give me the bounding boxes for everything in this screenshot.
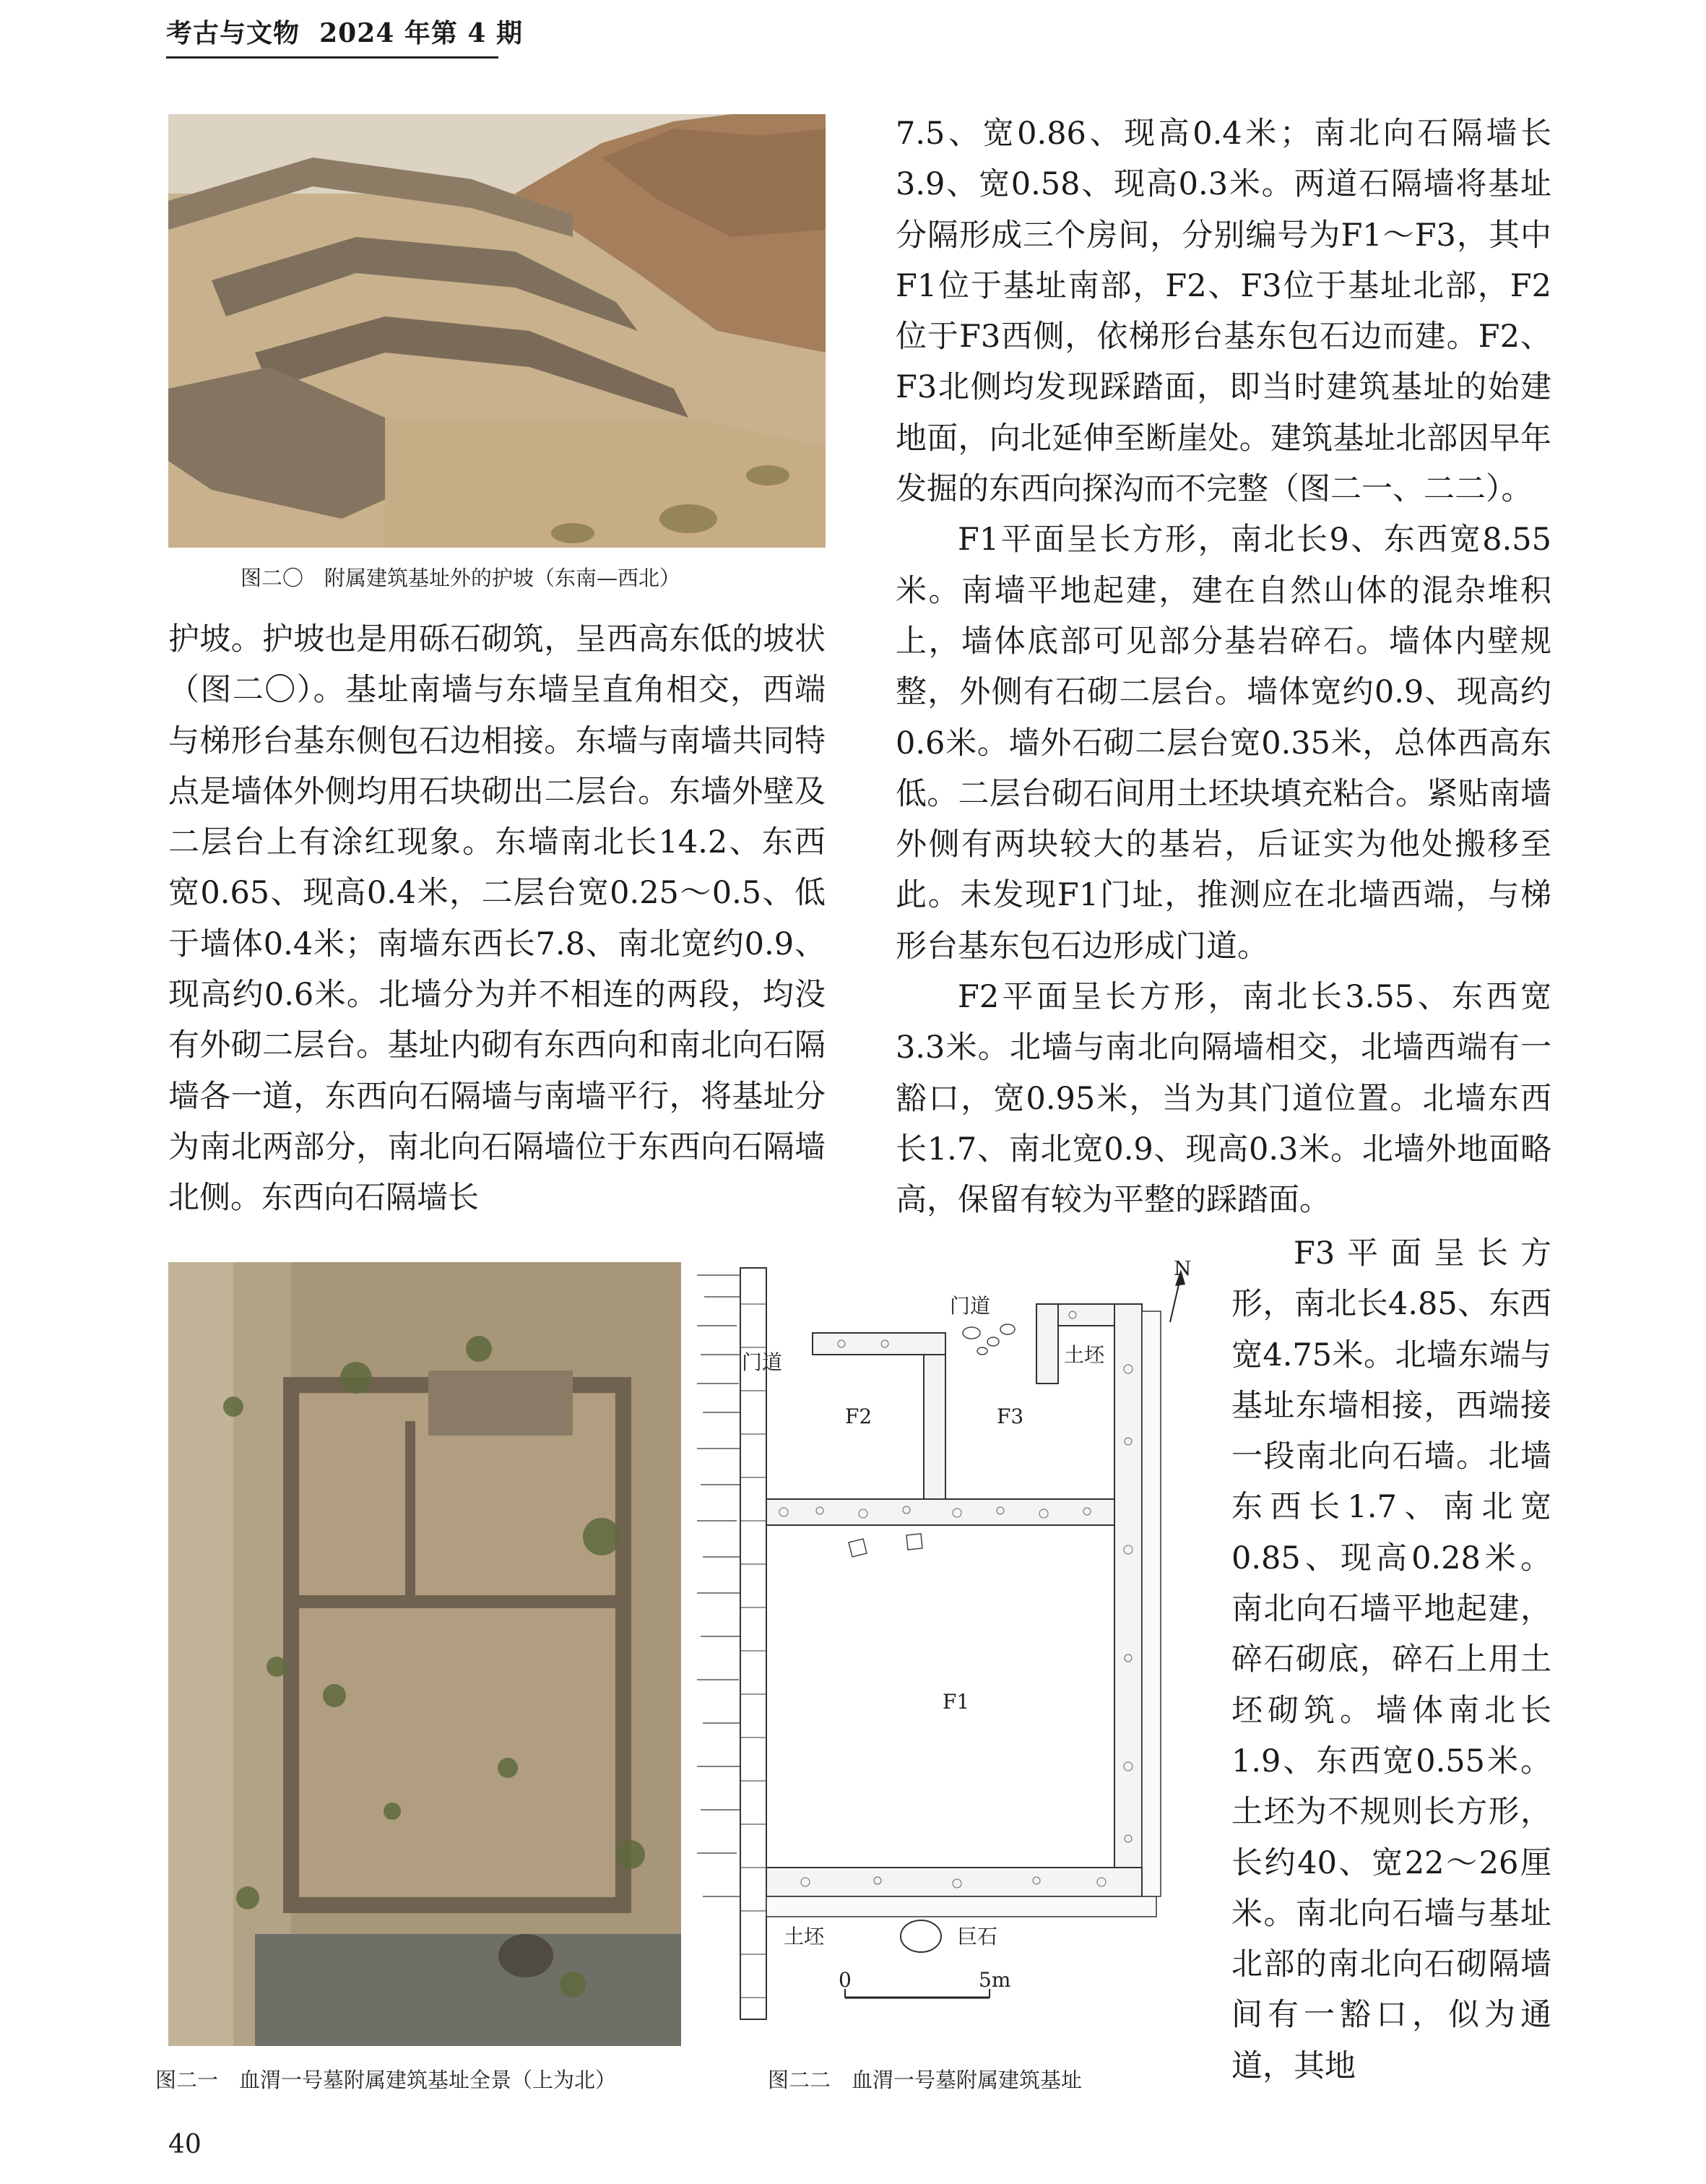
body-paragraph: F1平面呈长方形，南北长9、东西宽8.55米。南墙平地起建，建在自然山体的混杂堆积上，墙体底部可见部分基岩碎石。墙体内壁规整，外侧有石砌二层台。墙体宽约0.9、现高约0.6米。墙外石砌二层台宽0.35米，总体西高东低。二层台砌石间用土坯块填充粘合。紧贴南墙外侧有两块较大的基岩，后证实为他处搬移至此。未发现F1门址，推测应在北墙西端，与梯形台基东包石边形成门道。 — [896, 522, 1551, 964]
earth-block-top-label: 土坯 — [1064, 1343, 1105, 1367]
scale-start-label: 0 — [839, 1968, 852, 1992]
body-paragraph: F3平面呈长方形，南北长4.85、东西宽4.75米。北墙东端与基址东墙相接，西端接一段南北向石墙。北墙东西长1.7、南北宽0.85、现高0.28米。南北向石墙平地起建，碎石砌底，碎石上用土坯砌筑。墙体南北长1.9、东西宽0.55米。土坯为不规则长方形，长约40、宽22～26厘米。南北向石墙与基址北部的南北向石砌隔墙间有一豁口，似为通道，其地 — [1231, 1235, 1551, 2084]
room-f1-label: F1 — [943, 1690, 970, 1714]
photo-stone-terraces-icon — [168, 114, 826, 548]
left-column — [168, 614, 826, 1224]
narrow-column — [1231, 1228, 1551, 2092]
figure-21-caption: 图二一 血渭一号墓附属建筑基址全景（上为北） — [155, 2068, 617, 2092]
figure-21-photo — [168, 1262, 681, 2046]
figure-22-plan — [697, 1261, 1195, 2052]
body-paragraph: F2平面呈长方形，南北长3.55、东西宽3.3米。北墙与南北向隔墙相交，北墙西端有一豁口，宽0.95米，当为其门道位置。北墙东西长1.7、南北宽0.9、现高0.3米。北墙外地面略高，保留有较为平整的踩踏面。 — [896, 979, 1551, 1219]
header-rule — [166, 56, 498, 59]
door-top-label: 门道 — [950, 1294, 991, 1318]
north-label: N — [1174, 1261, 1192, 1280]
figure-20-caption: 图二〇 附属建筑基址外的护坡（东南—西北） — [241, 566, 681, 590]
figure-20-photo — [168, 114, 826, 548]
site-plan-drawing — [697, 1261, 1195, 2052]
earth-block-bottom-label: 土坯 — [784, 1925, 825, 1948]
right-column — [896, 108, 1551, 1226]
journal-header — [166, 13, 523, 50]
scale-end-label: 5m — [979, 1968, 1011, 1992]
figure-22-caption: 图二二 血渭一号墓附属建筑基址 — [768, 2068, 1083, 2092]
aerial-photo-foundation-icon — [168, 1262, 681, 2046]
room-f2-label: F2 — [845, 1404, 873, 1428]
journal-issue: 2024 年第 4 期 — [319, 18, 523, 48]
room-f3-label: F3 — [997, 1404, 1024, 1428]
page-number: 40 — [168, 2130, 202, 2159]
body-paragraph: 7.5、宽0.86、现高0.4米；南北向石隔墙长3.9、宽0.58、现高0.3米。两道石隔墙将基址分隔形成三个房间，分别编号为F1～F3，其中F1位于基址南部，F2、F3位于基址北部，F2位于F3西侧，依梯形台基东包石边而建。F2、F3北侧均发现踩踏面，即当时建筑基址的始建地面，向北延伸至断崖处。建筑基址北部因早年发掘的东西向探沟而不完整（图二一、二二）。 — [896, 116, 1551, 508]
journal-title: 考古与文物 — [166, 18, 300, 48]
body-paragraph: 护坡。护坡也是用砾石砌筑，呈西高东低的坡状（图二〇）。基址南墙与东墙呈直角相交，西端与梯形台基东侧包石边相接。东墙与南墙共同特点是墙体外侧均用石块砌出二层台。东墙外壁及二层台上有涂红现象。东墙南北长14.2、东西宽0.65、现高0.4米，二层台宽0.25～0.5、低于墙体0.4米；南墙东西长7.8、南北宽约0.9、现高约0.6米。北墙分为并不相连的两段，均没有外砌二层台。基址内砌有东西向和南北向石隔墙各一道，东西向石隔墙与南墙平行，将基址分为南北两部分，南北向石隔墙位于东西向石隔墙北侧。东西向石隔墙长 — [168, 621, 826, 1217]
door-left-label: 门道 — [742, 1350, 783, 1374]
big-rock-label: 巨石 — [957, 1925, 998, 1948]
